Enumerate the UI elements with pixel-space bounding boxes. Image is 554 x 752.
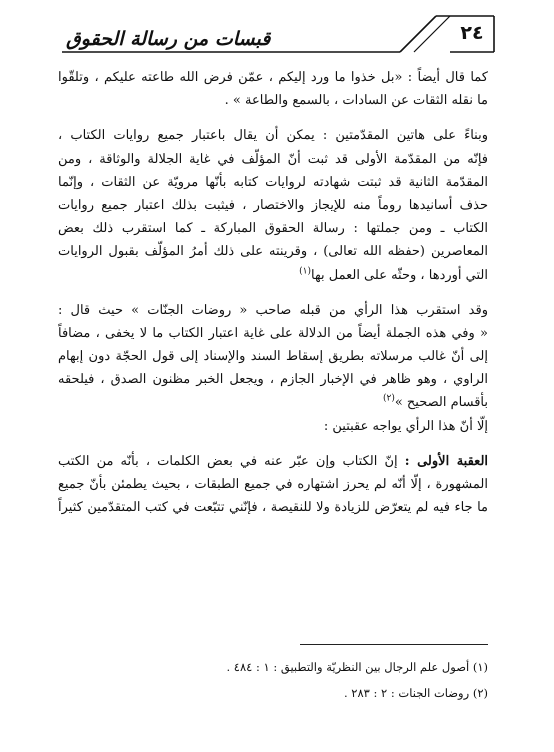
text-line: « وفي هذه الجملة أيضاً من الدلالة على غاية اعتبار الكتاب ما لا يخفى ، مضافاً [58, 325, 488, 341]
text-line [58, 450, 488, 473]
text-line: إلّا أنّ هذا الرأي يواجه عقبتين : [323, 418, 488, 434]
page-number: ٢٤ [460, 22, 484, 44]
text-line: ما نقله الثقات عن السادات ، بالسمع والطاعة » . [224, 93, 488, 109]
paragraph [58, 299, 488, 415]
text-line [58, 264, 488, 287]
text-line: كما قال أيضاً : «بل خذوا ما ورد إليكم ، عمّن فرض الله طاعته عليكم ، وتلقّوا [58, 70, 488, 85]
section-lead: العقبة الأولى : [404, 453, 488, 469]
paragraph [58, 124, 488, 286]
running-title: قبسات من رسالة الحقوق [66, 28, 271, 50]
text-line: إلى أنّ غالب مرسلاته بطريق إسقاط السند والإسناد إلى قول الحجّة دون إبهام [58, 349, 488, 365]
footnote-item: (٢) روضات الجنات : ٢ : ٢٨٣ . [343, 686, 488, 700]
text-line: المعاصرين (حفظه الله تعالى) ، وقرينته على ذلك أمرُ المؤلّف بقبول الروايات [58, 244, 488, 260]
body-text [58, 66, 488, 519]
paragraph [58, 66, 488, 112]
text-span: إنّ الكتاب وإن عبّر عنه في بعض الكلمات ، بأنّه من الكتب [58, 453, 405, 469]
footnote-ref[interactable]: (٢) [382, 394, 395, 405]
paragraph [58, 450, 488, 520]
text-span: بأقسام الصحيح » [394, 395, 488, 411]
paragraph [58, 415, 488, 438]
text-line [58, 391, 488, 414]
text-line: وقد استقرب هذا الرأي من قبله صاحب « روضات الجنّات » حيث قال : [58, 302, 488, 318]
text-line: حذف أسانيدها روماً منه للإيجاز والاختصار ، فيثبت بذلك اعتبار جميع روايات [58, 197, 488, 213]
footnote-ref[interactable]: (١) [299, 266, 312, 277]
text-line: وبناءً على هاتين المقدّمتين : يمكن أن يقال باعتبار جميع روايات الكتاب ، [58, 128, 488, 144]
footnotes [68, 654, 488, 706]
text-line: الراوي ، وهو ظاهر في الإخبار الجازم ، ويجعل الخبر مظنون الصدق ، فيلحقه [58, 372, 488, 388]
footnote-divider [300, 644, 488, 645]
text-span: التي أوردها ، وحثّه على العمل بها [311, 267, 488, 283]
text-line: المشهورة ، إلّا أنّه لم يحرز اشتهاره في جميع الطبقات ، بحيث يطمئن بأنّ جميع [58, 477, 488, 492]
footnote-item: (١) أصول علم الرجال بين النظريّة والتطبيق : ١ : ٤٨٤ . [226, 660, 488, 674]
page-header [0, 0, 554, 60]
text-line: فإنّه من المقدّمة الأولى قد ثبت أنّ المؤلّف في غاية الجلالة والوثاقة ، ومن [58, 151, 488, 167]
text-line: المقدّمة الثانية قد ثبتت شهادته لروايات كتابه بأنّها مرويّة عن الثقات ، وإنّما [58, 174, 488, 190]
text-line: الكتاب ـ ومن جملتها : رسالة الحقوق المباركة ـ كما استقرب ذلك بعض [58, 221, 488, 237]
text-line: ما جاء فيه لم يتعرّض للزيادة ولا للنقيصة ، فإنّني تتبّعت في كتب المتقدّمين كثيراً [58, 500, 488, 516]
